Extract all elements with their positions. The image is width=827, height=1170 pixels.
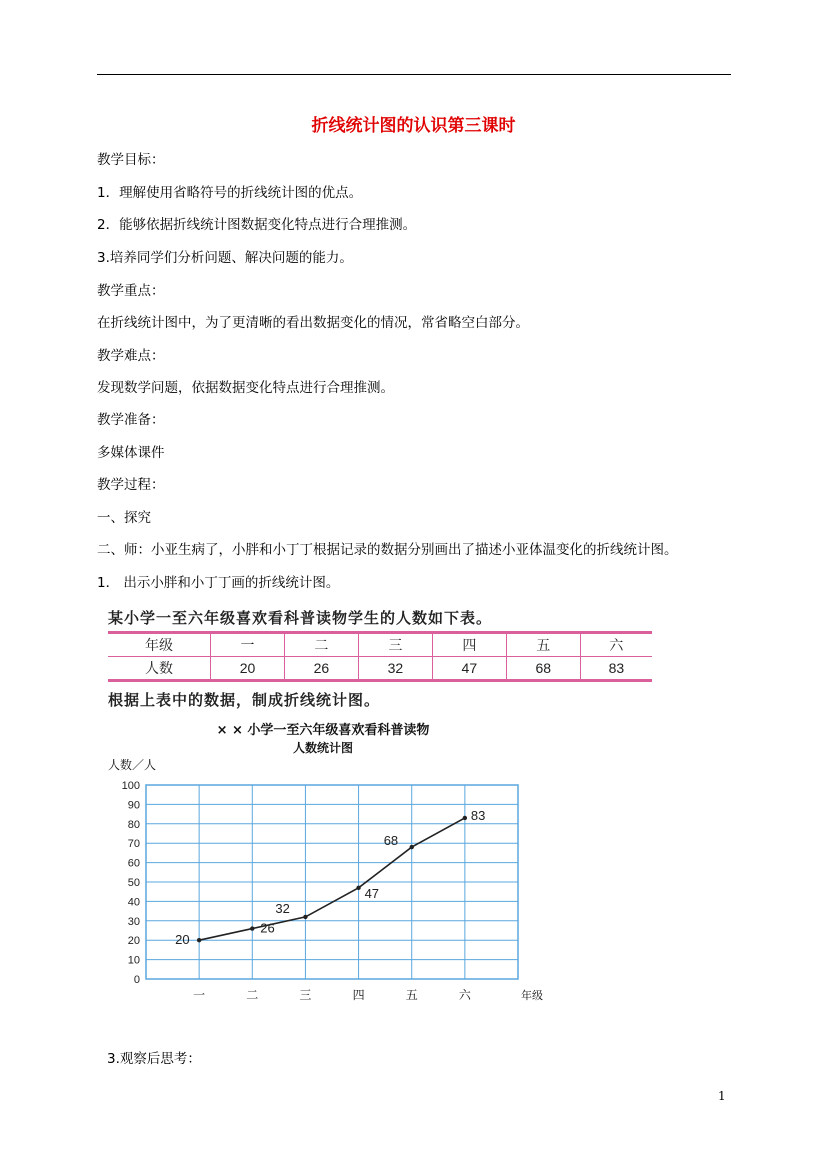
table-row (108, 657, 652, 681)
paragraph: 教学过程： (97, 477, 165, 493)
data-label: 32 (275, 900, 290, 916)
x-axis-label: 年级 (521, 989, 543, 1002)
x-tick-label: 五 (405, 988, 418, 1002)
data-label: 68 (383, 833, 399, 849)
grade-cell: 六 (580, 633, 652, 657)
paragraph: 发现数学问题，依据数据变化特点进行合理推测。 (97, 380, 394, 396)
data-point (410, 845, 414, 849)
data-point (250, 926, 254, 930)
y-tick-label: 90 (127, 799, 140, 812)
y-tick-label: 40 (127, 896, 140, 909)
y-axis-label: 人数／人 (108, 758, 157, 772)
table-row (108, 633, 652, 657)
count-cell: 32 (358, 657, 432, 681)
paragraph: 二、师：小亚生病了，小胖和小丁丁根据记录的数据分别画出了描述小亚体温变化的折线统计图。 (97, 542, 678, 558)
data-table (108, 631, 652, 682)
x-tick-label: 六 (458, 988, 471, 1002)
paragraph: 一、探究 (97, 510, 151, 526)
row-header: 人数 (108, 657, 211, 681)
grade-cell: 一 (211, 633, 285, 657)
paragraph: 教学目标： (97, 152, 165, 168)
data-label: 83 (470, 807, 486, 823)
data-point (197, 938, 201, 942)
data-label: 26 (260, 920, 275, 936)
closing-paragraph: 3.观察后思考： (107, 1051, 201, 1067)
y-tick-label: 100 (121, 780, 140, 792)
grade-cell: 四 (432, 633, 506, 657)
grade-cell: 五 (506, 633, 580, 657)
y-tick-label: 30 (127, 915, 140, 928)
page-number: 1 (718, 1089, 726, 1103)
table-followup: 根据上表中的数据，制成折线统计图。 (108, 691, 381, 709)
paragraph: 多媒体课件 (97, 445, 165, 461)
y-tick-label: 50 (127, 877, 140, 889)
table-caption: 某小学一至六年级喜欢看科普读物学生的人数如下表。 (108, 609, 493, 627)
figure (108, 604, 656, 1014)
x-tick-label: 四 (352, 988, 365, 1002)
y-tick-label: 70 (127, 838, 140, 851)
line-chart (108, 712, 656, 1012)
series-line (199, 818, 465, 940)
paragraph: 教学重点： (97, 283, 165, 299)
data-label: 47 (364, 885, 380, 901)
paragraph: 2．能够依据折线统计图数据变化特点进行合理推测。 (97, 217, 417, 233)
count-cell: 26 (284, 657, 358, 681)
y-tick-label: 20 (127, 935, 140, 948)
data-point (303, 915, 307, 919)
data-point (463, 816, 467, 820)
paragraph: 在折线统计图中，为了更清晰的看出数据变化的情况，常省略空白部分。 (97, 315, 529, 331)
y-tick-label: 0 (133, 974, 140, 986)
x-tick-label: 一 (193, 988, 206, 1002)
paragraph: 教学难点： (97, 348, 165, 364)
paragraph: 1． 出示小胖和小丁丁画的折线统计图。 (97, 575, 340, 591)
data-label: 20 (175, 932, 190, 948)
paragraph: 教学准备： (97, 412, 165, 428)
count-cell: 20 (211, 657, 285, 681)
count-cell: 47 (432, 657, 506, 681)
x-tick-label: 二 (246, 988, 259, 1002)
count-cell: 68 (506, 657, 580, 681)
paragraph: 3.培养同学们分析问题、解决问题的能力。 (97, 250, 353, 266)
y-tick-label: 10 (127, 954, 140, 967)
chart-subtitle: 人数统计图 (292, 741, 354, 755)
data-point (356, 886, 360, 890)
paragraph: 1．理解使用省略符号的折线统计图的优点。 (97, 185, 363, 201)
y-tick-label: 60 (127, 857, 140, 870)
row-header: 年级 (108, 633, 211, 657)
x-tick-label: 三 (299, 988, 312, 1002)
page-title: 折线统计图的认识第三课时 (311, 116, 516, 136)
grade-cell: 二 (284, 633, 358, 657)
y-tick-label: 80 (127, 818, 140, 831)
count-cell: 83 (580, 657, 652, 681)
chart-title: × × 小学一至六年级喜欢看科普读物 (216, 723, 430, 738)
header-rule (97, 74, 731, 75)
grade-cell: 三 (358, 633, 432, 657)
